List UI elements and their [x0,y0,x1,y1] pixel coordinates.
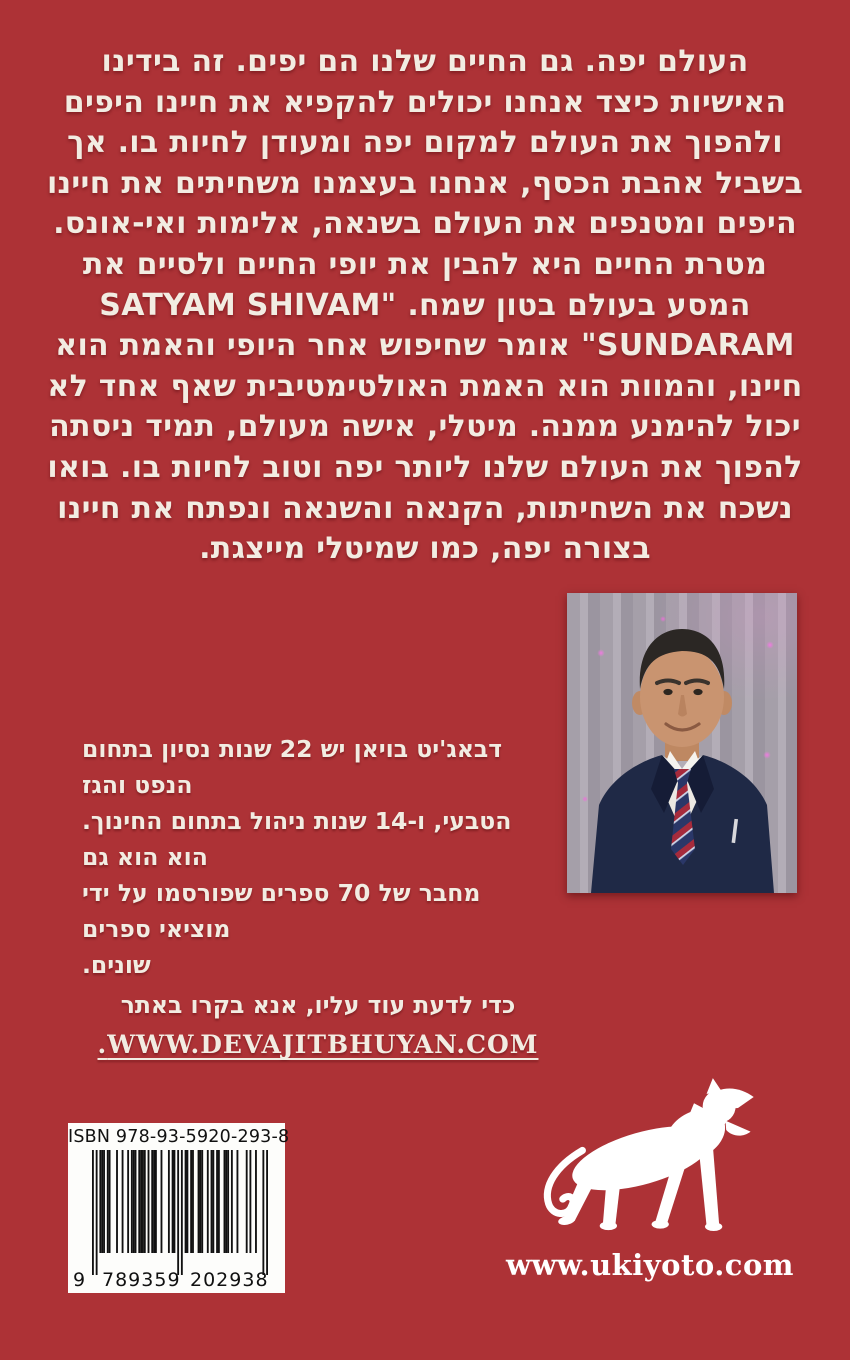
author-bio [82,731,554,1063]
synopsis-line: SUNDARAM" אומר שחיפוש אחר היופי והאמת הוא [55,328,795,364]
publisher-logo [500,1075,800,1282]
publisher-website: www.ukiyoto.com [506,1248,794,1282]
bio-line: שונים. [82,951,151,979]
barcode-digit-group2: 202938 [190,1269,269,1291]
barcode-bars-icon [92,1150,268,1275]
synopsis-line: המסע בעולם בטון שמח. "SATYAM SHIVAM [99,287,751,323]
bio-visit-line: כדי לדעת עוד עליו, אנא בקרו באתר [120,991,516,1019]
isbn-label: ISBN 978-93-5920-293-8 [68,1127,290,1147]
synopsis-line: בשביל אהבת הכסף, אנחנו בעצמנו משחיתים את חיינו [46,165,804,201]
synopsis-line: להפוך את העולם שלנו ליותר יפה וטוב לחיות בו. בואו [47,449,803,485]
synopsis-line: ולהפוך את העולם למקום יפה ומעודן לחיות בו. אך [67,125,783,161]
synopsis-text [40,42,810,570]
author-website-link[interactable]: WWW.DEVAJITBHUYAN.COM. [97,1030,539,1059]
bio-line: הטבעי, ו-14 שנות ניהול בתחום החינוך. הוא הוא גם [82,807,512,871]
synopsis-line: יכול להימנע ממנה. מיטלי, אישה מעולם, תמיד ניסתה [49,409,801,445]
author-photo [567,593,797,893]
synopsis-line: חיינו, והמוות הוא האמת האולטימטיבית שאף אחד לא [47,368,803,404]
synopsis-line: העולם יפה. גם החיים שלנו הם יפים. זה בידינו [101,44,749,79]
synopsis-line: נשכח את השחיתות, הקנאה והשנאה ונפתח את חיינו [57,490,793,526]
bio-line: דבאג'יט בויאן יש 22 שנות נסיון בתחום הנפט והגז [82,735,503,799]
barcode-digit-first: 9 [73,1269,86,1291]
isbn-barcode [68,1123,290,1293]
barcode-digit-group1: 789359 [102,1269,181,1291]
synopsis-line: היפים ומטנפים את העולם בשנאה, אלימות ואי-אונס. [53,206,797,242]
tiger-icon [510,1075,790,1240]
synopsis-line: מטרת החיים היא להבין את יופי החיים ולסיים את [82,246,768,282]
bio-line: מחבר של 70 ספרים שפורסמו על ידי מוציאי ספרים [82,879,481,943]
synopsis-line: בצורה יפה, כמו שמיטלי מייצגת. [199,531,651,567]
barcode-digits [68,1269,285,1291]
synopsis-line: האישיות כיצד אנחנו יכולים להקפיא את חיינו היפים [63,84,787,120]
bio-paragraph [82,731,554,983]
author-portrait-illustration [567,593,797,893]
